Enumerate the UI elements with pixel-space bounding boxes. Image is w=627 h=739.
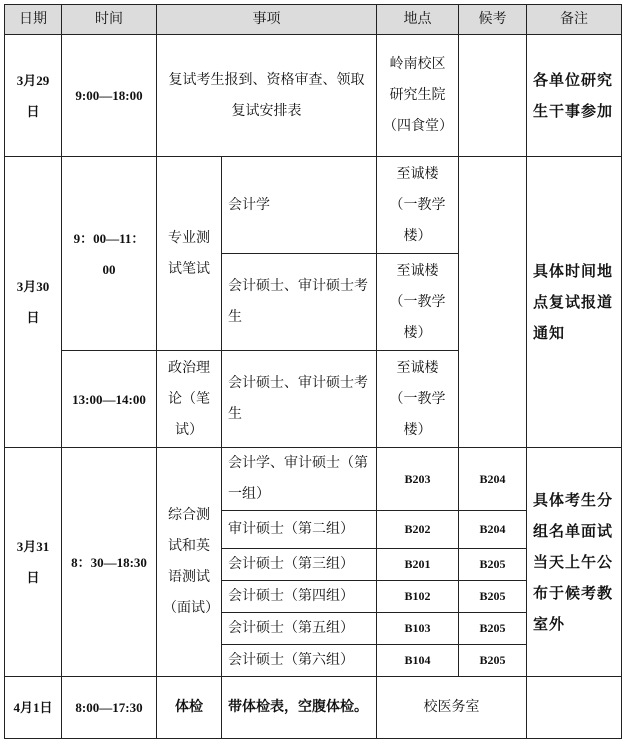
date-cell: 4月1日 [5, 677, 62, 739]
date-cell: 3月29日 [5, 35, 62, 157]
header-row [5, 5, 622, 35]
location-cell: 岭南校区研究生院（四食堂） [377, 35, 459, 157]
header-time: 时间 [62, 5, 157, 35]
note-cell: 具体时间地点复试报道通知 [527, 157, 622, 448]
time-cell: 9：00—11：00 [62, 157, 157, 351]
group-name-cell: 会计硕士（第六组） [222, 645, 377, 677]
category-cell: 政治理论（笔试） [157, 351, 222, 448]
table-row [5, 35, 622, 157]
group-name-cell: 会计学、审计硕士（第一组） [222, 448, 377, 511]
wait-room-cell: B204 [459, 511, 527, 549]
note-cell: 各单位研究生干事参加 [527, 35, 622, 157]
group-name-cell: 会计硕士（第四组） [222, 581, 377, 613]
room-cell: B104 [377, 645, 459, 677]
room-cell: B103 [377, 613, 459, 645]
date-cell: 3月31日 [5, 448, 62, 677]
waiting-cell [459, 35, 527, 157]
wait-room-cell: B205 [459, 549, 527, 581]
room-cell: B202 [377, 511, 459, 549]
header-date: 日期 [5, 5, 62, 35]
schedule-table [4, 4, 622, 739]
group-name-cell: 会计硕士（第三组） [222, 549, 377, 581]
room-cell: B203 [377, 448, 459, 511]
location-cell: 至诚楼（一教学楼） [377, 351, 459, 448]
location-cell: 校医务室 [377, 677, 527, 739]
category-cell: 体检 [157, 677, 222, 739]
wait-room-cell: B205 [459, 613, 527, 645]
header-location: 地点 [377, 5, 459, 35]
item-cell: 带体检表，空腹体检。 [222, 677, 377, 739]
header-note: 备注 [527, 5, 622, 35]
category-cell: 综合测试和英语测试（面试） [157, 448, 222, 677]
group-name-cell: 审计硕士（第二组） [222, 511, 377, 549]
category-cell: 专业测试笔试 [157, 157, 222, 351]
room-cell: B102 [377, 581, 459, 613]
subject-cell: 会计硕士、审计硕士考生 [222, 254, 377, 351]
time-cell: 13:00—14:00 [62, 351, 157, 448]
table-row [5, 448, 622, 511]
subject-cell: 会计硕士、审计硕士考生 [222, 351, 377, 448]
wait-room-cell: B205 [459, 645, 527, 677]
waiting-cell [459, 157, 527, 448]
group-name-cell: 会计硕士（第五组） [222, 613, 377, 645]
header-item: 事项 [157, 5, 377, 35]
time-cell: 8：30—18:30 [62, 448, 157, 677]
wait-room-cell: B205 [459, 581, 527, 613]
wait-room-cell: B204 [459, 448, 527, 511]
header-waiting: 候考 [459, 5, 527, 35]
table-row [5, 157, 622, 254]
location-cell: 至诚楼（一教学楼） [377, 254, 459, 351]
location-cell: 至诚楼（一教学楼） [377, 157, 459, 254]
table-row [5, 677, 622, 739]
time-cell: 9:00—18:00 [62, 35, 157, 157]
room-cell: B201 [377, 549, 459, 581]
note-cell [527, 677, 622, 739]
item-cell: 复试考生报到、资格审查、领取复试安排表 [157, 35, 377, 157]
subject-cell: 会计学 [222, 157, 377, 254]
note-cell: 具体考生分组名单面试当天上午公布于候考教室外 [527, 448, 622, 677]
time-cell: 8:00—17:30 [62, 677, 157, 739]
date-cell: 3月30日 [5, 157, 62, 448]
